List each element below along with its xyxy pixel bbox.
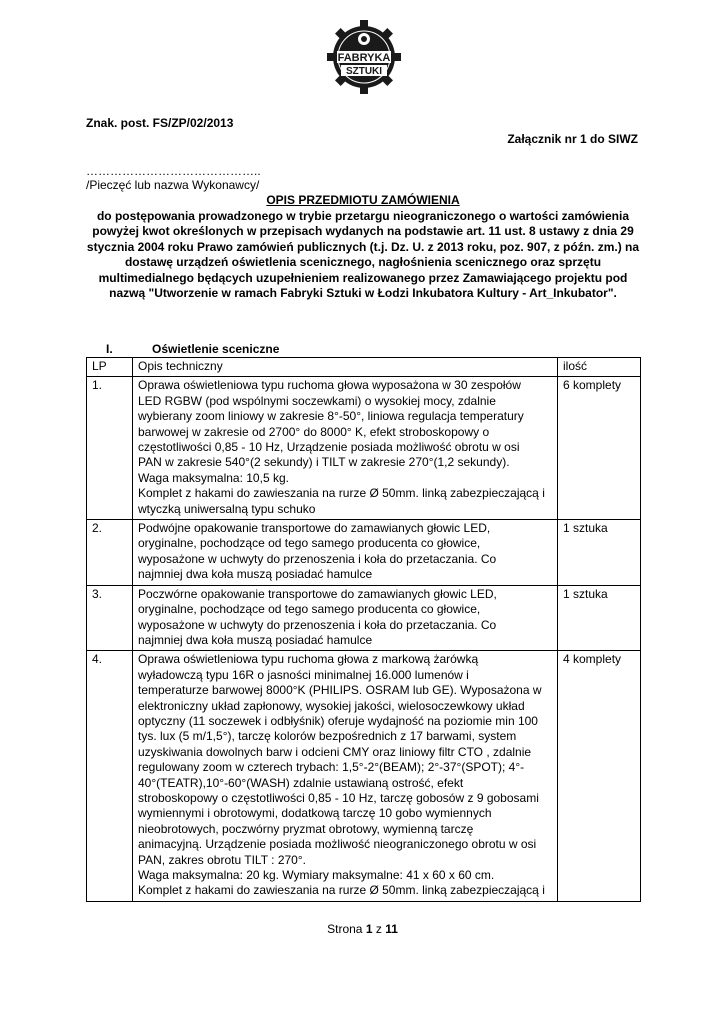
description-line: LED RGBW (pod wspólnymi soczewkami) o wysokiej mocy, zdalnie — [138, 393, 496, 408]
row-description — [133, 377, 558, 520]
description-line: Komplet z hakami do zawieszania na rurze Ø 50mm. linką zabezpieczającą i — [138, 883, 545, 898]
row-description — [133, 651, 558, 902]
table-row — [87, 585, 641, 651]
row-lp: 2. — [87, 520, 133, 586]
title-line: nazwą "Utworzenie w ramach Fabryki Sztuki w Łodzi Inkubatora Kultury - Art_Inkubator". — [109, 286, 617, 300]
total-pages: 11 — [385, 922, 398, 936]
description-line: 40°(TEATR),10°-60°(WASH) zdalnie ustawianą ostrość, efekt — [138, 775, 464, 790]
header-description: Opis techniczny — [133, 358, 558, 377]
stamp-placeholder-dots: …………………………………….. — [86, 164, 261, 178]
svg-text:FABRYKA: FABRYKA — [337, 52, 391, 64]
description-line: elektroniczny układ zapłonowy, wysokiej jakości, wielosoczewkowy układ — [138, 698, 525, 713]
description-line: wtyczką uniwersalną typu schuko — [138, 501, 316, 516]
document-title-block — [86, 193, 640, 302]
description-line: barwowej w zakresie od 2700° do 8000° K, efekt stroboskopowy o — [138, 424, 490, 439]
description-line: uzyskiwania dowolnych barw i odcieni CMY oraz liniowy filtr CTO , zdalnie — [138, 744, 532, 759]
annex-label: Załącznik nr 1 do SIWZ — [507, 132, 638, 146]
section-number: I. — [106, 342, 113, 356]
description-line: Komplet z hakami do zawieszania na rurze Ø 50mm. linką zabezpieczającą i — [138, 486, 545, 501]
row-quantity: 6 komplety — [558, 377, 641, 520]
footer-of: z — [372, 922, 386, 936]
table-row — [87, 651, 641, 902]
description-line: temperaturze barwowej 8000°K (PHILIPS. OSRAM lub GE). Wyposażona w — [138, 683, 542, 698]
row-lp: 4. — [87, 651, 133, 902]
description-line: częstotliwości 0,85 - 10 Hz, Urządzenie posiada możliwość obrotu w osi — [138, 440, 520, 455]
description-line: nieobrotowych, poczwórny pryzmat obrotowy, wymienną tarczę — [138, 821, 474, 836]
fabryka-sztuki-logo — [325, 18, 403, 96]
table-row — [87, 377, 641, 520]
document-title: OPIS PRZEDMIOTU ZAMÓWIENIA — [266, 193, 460, 207]
description-line: najmniej dwa koła muszą posiadać hamulce — [138, 567, 373, 582]
svg-text:SZTUKI: SZTUKI — [345, 66, 383, 77]
description-line: Poczwórne opakowanie transportowe do zamawianych głowic LED, — [138, 586, 497, 601]
description-line: oryginalne, pochodzące od tego samego producenta co głowice, — [138, 602, 481, 617]
description-line: Podwójne opakowanie transportowe do zamawianych głowic LED, — [138, 521, 491, 536]
description-line: najmniej dwa koła muszą posiadać hamulce — [138, 632, 373, 647]
row-description — [133, 520, 558, 586]
section-title: Oświetlenie sceniczne — [152, 342, 280, 356]
description-line: PAN, zakres obrotu TILT : 270°. — [138, 852, 306, 867]
description-line: wyposażone w uchwyty do przenoszenia i koła do przetaczania. Co — [138, 617, 497, 632]
row-lp: 3. — [87, 585, 133, 651]
row-quantity: 1 sztuka — [558, 520, 641, 586]
stamp-label: /Pieczęć lub nazwa Wykonawcy/ — [86, 178, 260, 192]
description-line: Oprawa oświetleniowa typu ruchoma głowa z markową żarówką — [138, 652, 479, 667]
section-heading — [106, 342, 279, 356]
row-quantity: 1 sztuka — [558, 585, 641, 651]
footer-prefix: Strona — [327, 922, 366, 936]
description-line: regulowany zoom w czterech trybach: 1,5°-2°(BEAM); 2°-37°(SPOT); 4°- — [138, 760, 525, 775]
description-line: Waga maksymalna: 20 kg. Wymiary maksymalne: 41 x 60 x 60 cm. — [138, 868, 495, 882]
specification-table — [86, 357, 641, 902]
description-line: wyposażone w uchwyty do przenoszenia i koła do przetaczania. Co — [138, 551, 497, 566]
row-lp: 1. — [87, 377, 133, 520]
description-line: animacyjną. Urządzenie posiada możliwość nieograniczonego obrotu w osi — [138, 837, 537, 852]
description-line: wybierany zoom liniowy w zakresie 8°-50°, liniowa regulacja temperatury — [138, 409, 524, 424]
header-lp: LP — [87, 358, 133, 377]
description-line: wymiennymi i obrotowymi, dodatkową tarczę 10 gobo wymiennych — [138, 806, 492, 821]
title-line: stycznia 2004 roku Prawo zamówień publicznych (t.j. Dz. U. z 2013 roku, poz. 907, z późn. zm.) na — [86, 239, 640, 254]
page-footer — [0, 922, 725, 936]
description-line: wyładowczą typu 16R o jasności minimalnej 16.000 lumenów i — [138, 667, 469, 682]
table-header-row — [87, 358, 641, 377]
description-line: tys. lux (5 m/1,5°), tarczę kolorów bezpośrednich z 17 barwami, system — [138, 729, 517, 744]
description-line: stroboskopowy o częstotliwości 0,85 - 10 Hz, tarczę gobosów z 9 gobosami — [138, 790, 539, 805]
description-line: Oprawa oświetleniowa typu ruchoma głowa wyposażona w 30 zespołów — [138, 378, 521, 393]
description-line: Waga maksymalna: 10,5 kg. — [138, 470, 289, 485]
description-line: PAN w zakresie 540°(2 sekundy) i TILT w zakresie 270°(1,2 sekundy). — [138, 455, 510, 470]
current-page: 1 — [365, 922, 373, 936]
title-line: powyżej kwot określonych w przepisach wydanych na podstawie art. 11 ust. 8 ustawy z dnia 29 — [92, 224, 634, 238]
reference-number: Znak. post. FS/ZP/02/2013 — [86, 116, 234, 130]
row-quantity: 4 komplety — [558, 651, 641, 902]
title-line: dostawę urządzeń oświetlenia scenicznego, nagłośnienia scenicznego oraz sprzętu — [124, 255, 602, 269]
row-description — [133, 585, 558, 651]
description-line: optyczny (11 soczewek i odbłyśnik) oferuje wydajność na poziomie min 100 — [138, 713, 538, 728]
description-line: oryginalne, pochodzące od tego samego producenta co głowice, — [138, 536, 481, 551]
table-row — [87, 520, 641, 586]
title-line: multimedialnego będących uzupełnieniem realizowanego przez Zamawiającego projektu pod — [98, 270, 628, 285]
title-line: do postępowania prowadzonego w trybie przetargu nieograniczonego o wartości zamówienia — [96, 208, 630, 223]
header-quantity: ilość — [558, 358, 641, 377]
